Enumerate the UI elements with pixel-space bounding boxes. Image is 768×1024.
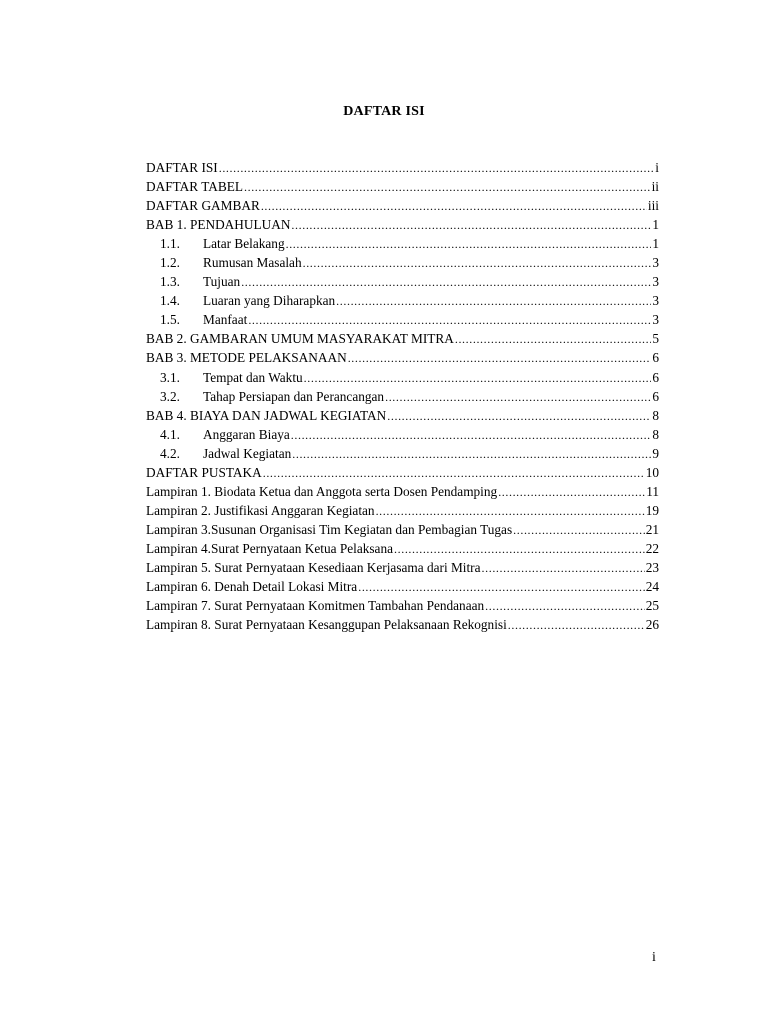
toc-entry[interactable] [146, 596, 659, 615]
toc-entry[interactable] [146, 234, 659, 253]
toc-dot-leader [485, 597, 645, 615]
toc-entry[interactable] [146, 444, 659, 463]
toc-entry-page: 25 [645, 598, 659, 614]
toc-entry-page: 23 [645, 559, 659, 575]
toc-entry-page: 24 [645, 579, 659, 595]
toc-entry-label: BAB 1. PENDAHULUAN [146, 217, 291, 233]
toc-entry-label: Anggaran Biaya [203, 426, 290, 442]
toc-entry-number: 1.3. [160, 274, 180, 290]
toc-dot-leader [286, 235, 652, 253]
toc-dot-leader [291, 426, 652, 444]
toc-dot-leader [248, 311, 651, 329]
toc-dot-leader [303, 254, 652, 272]
toc-dot-leader [291, 216, 651, 234]
toc-entry[interactable] [146, 482, 659, 501]
toc-entry[interactable] [146, 272, 659, 291]
toc-entry-page: 10 [645, 464, 659, 480]
toc-entry[interactable] [146, 215, 659, 234]
toc-entry-page: 21 [645, 521, 659, 537]
toc-entry-page: 22 [645, 540, 659, 556]
toc-entry-label: Latar Belakang [203, 236, 285, 252]
toc-dot-leader [513, 521, 645, 539]
toc-entry-label: Jadwal Kegiatan [203, 445, 292, 461]
toc-entry-number: 1.5. [160, 312, 180, 328]
toc-entry[interactable] [146, 310, 659, 329]
toc-dot-leader [304, 369, 652, 387]
toc-dot-leader [244, 178, 651, 196]
toc-entry-page: 26 [645, 617, 659, 633]
toc-entry[interactable] [146, 558, 659, 577]
toc-entry-page: 8 [652, 407, 659, 423]
toc-entry-page: 3 [652, 312, 659, 328]
toc-entry-number: 1.2. [160, 255, 180, 271]
toc-dot-leader [387, 407, 651, 425]
toc-entry-label: BAB 2. GAMBARAN UMUM MASYARAKAT MITRA [146, 331, 454, 347]
toc-entry-label: Lampiran 5. Surat Pernyataan Kesediaan Kerjasama dari Mitra [146, 559, 481, 575]
toc-dot-leader [336, 292, 651, 310]
toc-entry-number: 1.4. [160, 293, 180, 309]
toc-entry[interactable] [146, 501, 659, 520]
toc-entry-label: DAFTAR ISI [146, 160, 218, 175]
toc-entry[interactable] [146, 291, 659, 310]
toc-entry-page: 8 [652, 426, 659, 442]
toc-entry[interactable] [146, 387, 659, 406]
toc-entry-number: 1.1. [160, 236, 180, 252]
toc-entry-number: 4.2. [160, 445, 180, 461]
toc-entry-label: Lampiran 8. Surat Pernyataan Kesanggupan Pelaksanaan Rekognisi [146, 617, 507, 633]
toc-dot-leader [455, 330, 652, 348]
toc-entry[interactable] [146, 539, 659, 558]
toc-entry-label: Lampiran 6. Denah Detail Lokasi Mitra [146, 579, 358, 595]
toc-entry[interactable] [146, 406, 659, 425]
toc-dot-leader [263, 464, 645, 482]
toc-entry[interactable] [146, 520, 659, 539]
toc-entry[interactable] [146, 615, 659, 634]
toc-entry-page: ii [651, 179, 659, 195]
toc-entry-page: iii [647, 198, 659, 214]
table-of-contents [146, 158, 659, 634]
toc-entry-label: BAB 4. BIAYA DAN JADWAL KEGIATAN [146, 407, 387, 423]
toc-entry-label: Lampiran 4.Surat Pernyataan Ketua Pelaksana [146, 540, 394, 556]
toc-entry-label: Lampiran 7. Surat Pernyataan Komitmen Tambahan Pendanaan [146, 598, 485, 614]
toc-entry-page: 6 [652, 350, 659, 366]
toc-entry-number: 3.1. [160, 369, 180, 385]
toc-entry-page: 6 [652, 388, 659, 404]
toc-entry[interactable] [146, 196, 659, 215]
toc-entry-label: Lampiran 2. Justifikasi Anggaran Kegiatan [146, 502, 375, 518]
toc-entry-page: 1 [652, 217, 659, 233]
toc-entry[interactable] [146, 425, 659, 444]
toc-entry-page: 1 [652, 236, 659, 252]
toc-entry-label: DAFTAR PUSTAKA [146, 464, 262, 480]
page-number: i [652, 950, 656, 965]
toc-dot-leader [219, 159, 655, 177]
toc-entry-page: 5 [652, 331, 659, 347]
toc-entry[interactable] [146, 348, 659, 367]
toc-entry[interactable] [146, 253, 659, 272]
toc-entry-page: 3 [652, 293, 659, 309]
toc-dot-leader [348, 349, 652, 367]
toc-entry-label: DAFTAR GAMBAR [146, 198, 260, 214]
toc-entry-page: i [655, 160, 659, 175]
toc-entry-label: Luaran yang Diharapkan [203, 293, 336, 309]
toc-entry-number: 3.2. [160, 388, 180, 404]
toc-dot-leader [261, 197, 647, 215]
toc-entry-label: BAB 3. METODE PELAKSANAAN [146, 350, 347, 366]
toc-dot-leader [385, 388, 651, 406]
toc-dot-leader [241, 273, 651, 291]
toc-dot-leader [498, 483, 645, 501]
toc-entry-label: Tempat dan Waktu [203, 369, 303, 385]
toc-entry-page: 19 [645, 502, 659, 518]
toc-entry-number: 4.1. [160, 426, 180, 442]
toc-dot-leader [394, 540, 645, 558]
toc-entry-label: Rumusan Masalah [203, 255, 302, 271]
toc-entry-page: 3 [652, 255, 659, 271]
toc-entry[interactable] [146, 158, 659, 177]
toc-entry-label: Tahap Persiapan dan Perancangan [203, 388, 385, 404]
toc-dot-leader [358, 578, 644, 596]
toc-dot-leader [292, 445, 651, 463]
toc-entry-page: 11 [646, 483, 659, 499]
toc-entry-page: 6 [652, 369, 659, 385]
toc-entry[interactable] [146, 329, 659, 348]
toc-entry-page: 9 [652, 445, 659, 461]
toc-entry-label: Lampiran 1. Biodata Ketua dan Anggota serta Dosen Pendamping [146, 483, 498, 499]
toc-entry[interactable] [146, 177, 659, 196]
toc-entry-page: 3 [652, 274, 659, 290]
toc-entry-label: DAFTAR TABEL [146, 179, 243, 195]
toc-entry-label: Lampiran 3.Susunan Organisasi Tim Kegiatan dan Pembagian Tugas [146, 521, 513, 537]
toc-dot-leader [508, 616, 645, 634]
toc-dot-leader [482, 559, 645, 577]
toc-dot-leader [376, 502, 645, 520]
toc-entry-label: Manfaat [203, 312, 248, 328]
toc-entry[interactable] [146, 368, 659, 387]
toc-entry[interactable] [146, 463, 659, 482]
toc-entry[interactable] [146, 577, 659, 596]
page-title: DAFTAR ISI [343, 104, 425, 119]
toc-entry-label: Tujuan [203, 274, 241, 290]
